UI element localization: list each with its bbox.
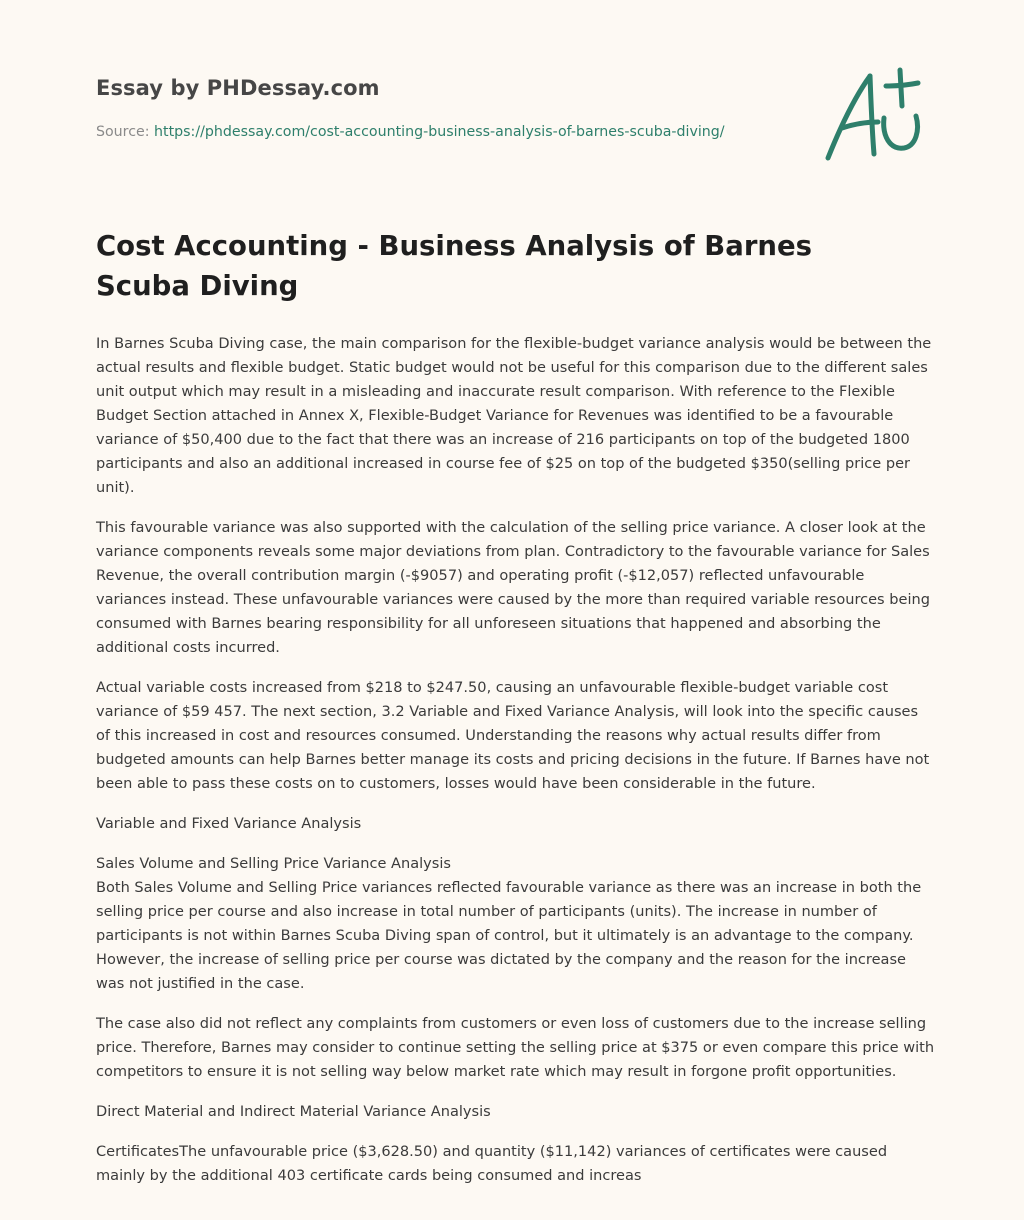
paragraph-certificates: CertificatesThe unfavourable price ($3,628.50) and quantity ($11,142) variances of certificates were caused mainly by the additional 403 certificate cards being consumed and increas [96,1143,888,1184]
site-title: Essay by PHDessay.com [96,76,380,100]
essay-article [96,226,936,1204]
paragraph-2: This favourable variance was also supported with the calculation of the selling price variance. A closer look at the variance components reveals some major deviations from plan. Contradictory to the favourable variance for Sales Revenue, the overall contribution margin (-$9057) and operating profit (-$12,057) reflected unfavourable variances instead. These unfavourable variances were caused by the more than required variable resources being consumed with Barnes bearing responsibility for all unforeseen situations that happened and absorbing the additional costs incurred. [96,519,930,656]
section-heading-variable-fixed: Variable and Fixed Variance Analysis [96,815,362,832]
subheading-sales-volume: Sales Volume and Selling Price Variance Analysis [96,855,451,872]
site-header [96,0,936,200]
paragraph-1: In Barnes Scuba Diving case, the main comparison for the flexible-budget variance analysis would be between the actual results and flexible budget. Static budget would not be useful for this comparison due to the different sales unit output which may result in a misleading and inaccurate result comparison. With reference to the Flexible Budget Section attached in Annex X, Flexible-Budget Variance for Revenues was identified to be a favourable variance of $50,400 due to the fact that there was an increase of 216 participants on top of the budgeted 1800 participants and also an additional increased in course fee of $25 on top of the budgeted $350(selling price per unit). [96,335,932,496]
source-label: Source: [96,124,155,140]
paragraph-sales-volume-body: Both Sales Volume and Selling Price variances reflected favourable variance as there was an increase in both the selling price per course and also increase in total number of participants (units). The increase in number of participants is not within Barnes Scuba Diving span of control, but it ultimately is an advantage to the company. However, the increase of selling price per course was dictated by the company and the reason for the increase was not justified in the case. [96,879,922,992]
essay-title: Cost Accounting - Business Analysis of Barnes Scuba Diving [96,230,812,302]
source-line [96,124,725,140]
section-heading-material: Direct Material and Indirect Material Variance Analysis [96,1103,491,1120]
paragraph-3: Actual variable costs increased from $218 to $247.50, causing an unfavourable flexible-budget variable cost variance of $59 457. The next section, 3.2 Variable and Fixed Variance Analysis, will look into the specific causes of this increased in cost and resources consumed. Understanding the reasons why actual results differ from budgeted amounts can help Barnes better manage its costs and pricing decisions in the future. If Barnes have not been able to pass these costs on to customers, losses would have been considerable in the future. [96,679,930,792]
source-link[interactable]: https://phdessay.com/cost-accounting-business-analysis-of-barnes-scuba-diving/ [154,124,725,140]
a-plus-logo-icon [820,64,930,168]
paragraph-selling-price: The case also did not reflect any complaints from customers or even loss of customers due to the increase selling price. Therefore, Barnes may consider to continue setting the selling price at $375 or even compare this price with competitors to ensure it is not selling way below market rate which may result in forgone profit opportunities. [96,1015,935,1080]
paragraph-sales-volume [96,852,936,996]
